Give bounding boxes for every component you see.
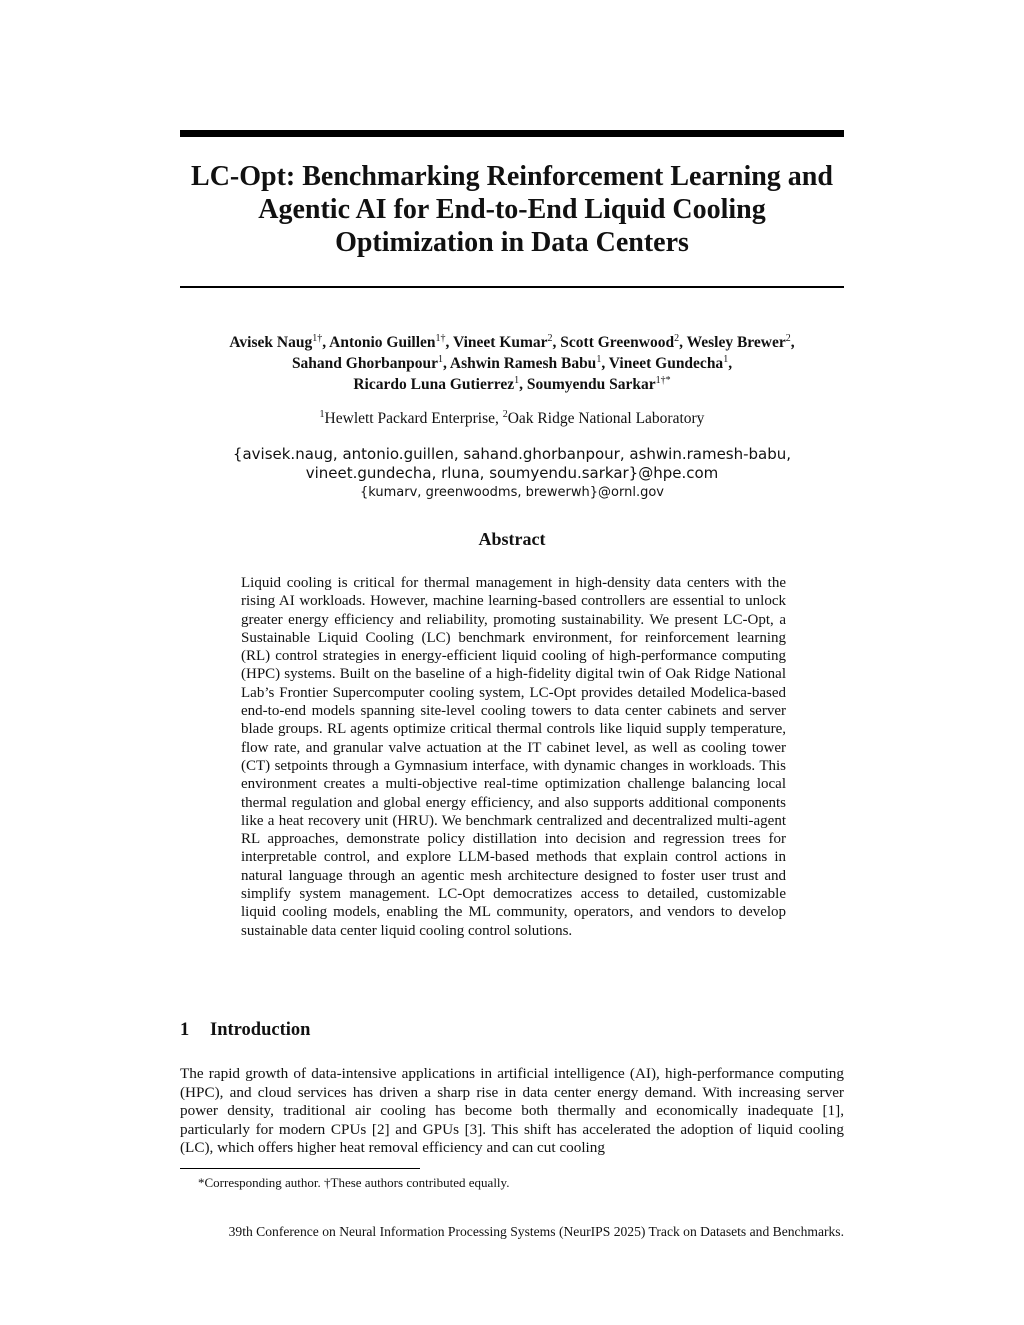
footnote: *Corresponding author. †These authors contributed equally. xyxy=(198,1175,510,1190)
venue-footer: 39th Conference on Neural Information Processing Systems (NeurIPS 2025) Track on Datasets and Benchmarks. xyxy=(228,1224,844,1239)
author-affil-mark: 1 xyxy=(596,353,602,365)
author-affil-mark: 2 xyxy=(547,332,553,344)
paper-title: LC-Opt: Benchmarking Reinforcement Learning and Agentic AI for End-to-End Liquid Cooling Optimization in Data Centers xyxy=(191,161,833,258)
email-line: {avisek.naug, antonio.guillen, sahand.ghorbanpour, ashwin.ramesh-babu, xyxy=(232,445,792,463)
author-affil-mark: 1† xyxy=(312,332,323,344)
abstract-heading: Abstract xyxy=(478,529,546,549)
author-name: Avisek Naug xyxy=(229,334,313,351)
section-number: 1 xyxy=(180,1020,190,1040)
affiliation-name: Hewlett Packard Enterprise xyxy=(324,410,495,427)
affiliations: $^1$Hewlett Packard Enterprise, $^2$Oak Ridge National Laboratory xyxy=(319,408,705,427)
author-emails xyxy=(180,445,844,502)
author-affil-mark: 1 xyxy=(437,353,443,365)
section-title: Introduction xyxy=(210,1020,311,1040)
author-name: Wesley Brewer xyxy=(686,334,786,351)
affil-mark: 1 xyxy=(319,408,325,420)
author-name: Vineet Kumar xyxy=(452,334,548,351)
title-bottom-rule xyxy=(180,286,844,288)
email-line: vineet.gundecha, rluna, soumyendu.sarkar}@hpe.com xyxy=(305,464,719,482)
author-name: Antonio Guillen xyxy=(329,334,436,351)
author-name: Ricardo Luna Gutierrez xyxy=(353,376,515,393)
title-top-rule xyxy=(180,130,844,137)
author-name: Sahand Ghorbanpour xyxy=(291,355,438,372)
affil-mark: 2 xyxy=(502,408,508,420)
author-list: Avisek Naug$^{1\dagger}$, Antonio Guillen$^{1\dagger}$, Vineet Kumar$^2$, Scott Greenwood$^2$, Wesley Brewer$^2$, Sahand Ghorbanpour$^1$, Ashwin Ramesh Babu$^1$, Vineet Gundecha$^1$, Ricardo Luna Gutierrez$^1$, Soumyendu Sarkar$^{1\dagger*}$ xyxy=(229,332,795,393)
author-name: Vineet Gundecha xyxy=(608,355,724,372)
author-affil-mark: 2 xyxy=(785,332,791,344)
author-name: Scott Greenwood xyxy=(560,334,675,351)
email-line: {kumarv, greenwoodms, brewerwh}@ornl.gov xyxy=(360,485,664,500)
footnote-rule xyxy=(180,1168,420,1169)
intro-paragraph: The rapid growth of data-intensive applications in artificial intelligence (AI), high-performance computing (HPC), and cloud services has driven a sharp rise in data center energy demand. With increasing server power density, traditional air cooling has become both thermally and economically inadequate [1], particularly for modern CPUs [2] and GPUs [3]. This shift has accelerated the adoption of liquid cooling (LC), which offers higher heat removal efficiency and can cut cooling xyxy=(180,1065,844,1157)
author-affil-mark: 1 xyxy=(723,353,729,365)
author-affil-mark: 2 xyxy=(674,332,680,344)
abstract-text: Liquid cooling is critical for thermal management in high-density data centers with the rising AI workloads. However, machine learning-based controllers are essential to unlock greater energy efficiency and reliability, promoting sustainability. We present LC-Opt, a Sustainable Liquid Cooling (LC) benchmark environment, for reinforcement learning (RL) control strategies in energy-efficient liquid cooling of high-performance computing (HPC) systems. Built on the baseline of a high-fidelity digital twin of Oak Ridge National Lab’s Frontier Supercomputer cooling system, LC-Opt provides detailed Modelica-based end-to-end models spanning site-level cooling towers to data center cabinets and server blade groups. RL agents optimize critical thermal controls like liquid supply temperature, flow rate, and granular valve actuation at the IT cabinet level, as well as cooling tower (CT) setpoints through a Gymnasium interface, with dynamic changes in workloads. This environment creates a multi-objective real-time optimization challenge balancing local thermal regulation and global energy efficiency, and also supports additional components like a heat recovery unit (HRU). We benchmark centralized and decentralized multi-agent RL approaches, demonstrate policy distillation into decision and regression trees for interpretable control, and explore LLM-based methods that explain control actions in natural language through an agentic mesh architecture designed to foster user trust and simplify system management. LC-Opt democratizes access to detailed, customizable liquid cooling models, enabling the ML community, operators, and vendors to develop sustainable data center liquid cooling control solutions. xyxy=(241,575,786,939)
section-heading xyxy=(180,1020,310,1041)
author-affil-mark: 1† xyxy=(435,332,446,344)
author-affil-mark: 1†* xyxy=(655,374,671,386)
author-name: Ashwin Ramesh Babu xyxy=(449,355,597,372)
author-name: Soumyendu Sarkar xyxy=(526,376,656,393)
affiliation-name: Oak Ridge National Laboratory xyxy=(507,410,705,427)
author-affil-mark: 1 xyxy=(514,374,520,386)
